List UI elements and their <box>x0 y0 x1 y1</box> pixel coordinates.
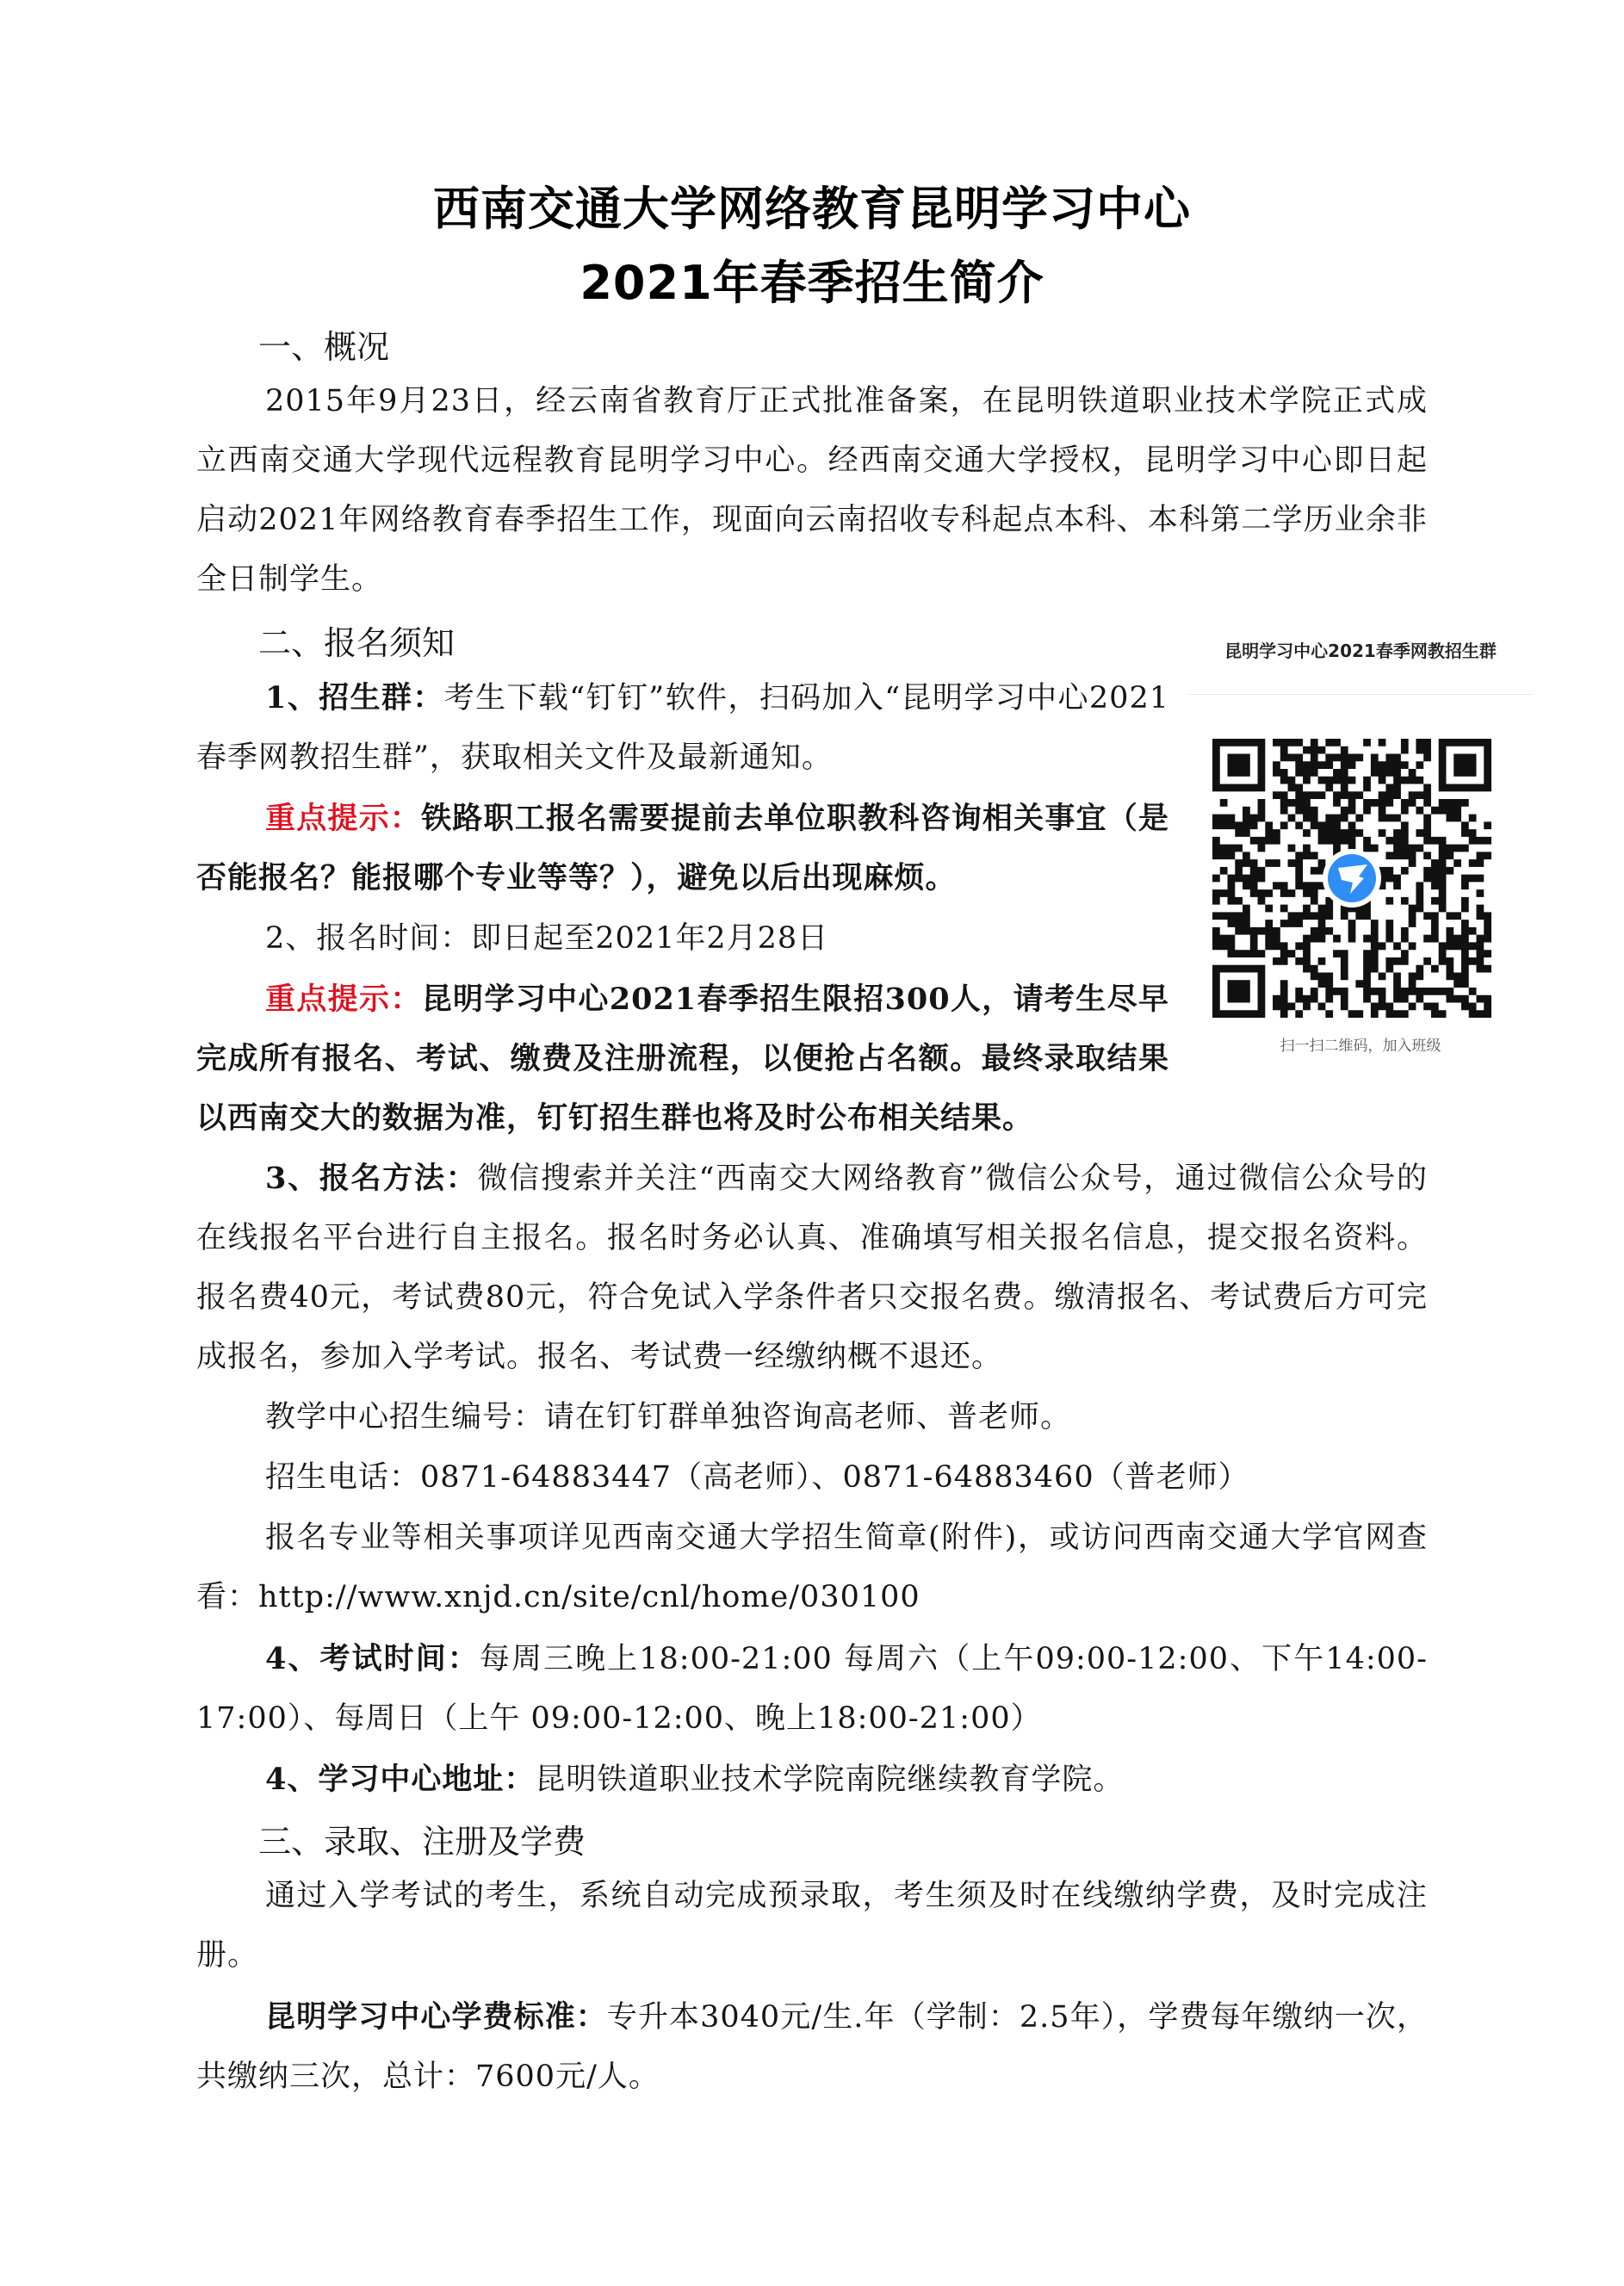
notice-text: 铁路职工报名需要提前去单位职教科咨询相关事宜（是否能报名？能报哪个专业等等？），避免以后出现麻烦。 <box>196 801 1169 895</box>
overview-paragraph: 2015年9月23日，经云南省教育厅正式批准备案，在昆明铁道职业技术学院正式成立西南交通大学现代远程教育昆明学习中心。经西南交通大学授权，昆明学习中心即日起启动2021年网络教育春季招生工作，现面向云南招收专科起点本科、本科第二学历业余非全日制学生。 <box>196 384 1428 597</box>
qr-finder-pattern <box>1439 739 1491 791</box>
tuition-text: 专升本3040元/生.年（学制：2.5年），学费每年缴纳一次，共缴纳三次，总计：7600元/人。 <box>196 2000 1428 2094</box>
item-label: 1、招生群： <box>265 680 444 716</box>
qr-hint: 扫一扫二维码，加入班级 <box>1280 1038 1441 1055</box>
item-label: 4、考试时间： <box>265 1641 480 1676</box>
section-heading-admission: 三、录取、注册及学费 <box>258 1823 586 1861</box>
item-text: 考生下载“钉钉”软件，扫码加入“昆明学习中心2021春季网教招生群”，获取相关文件及最新通知。 <box>196 681 1169 775</box>
tuition-paragraph <box>196 1987 1428 2107</box>
dingtalk-icon <box>1323 849 1381 908</box>
tuition-label: 昆明学习中心学费标准： <box>265 1999 607 2035</box>
qr-caption: 昆明学习中心2021春季网教招生群 <box>1224 641 1497 661</box>
document-title: 西南交通大学网络教育昆明学习中心 <box>433 182 1191 236</box>
item-label: 3、报名方法： <box>265 1161 478 1196</box>
item-exam-time <box>196 1629 1428 1749</box>
item-text: 昆明铁道职业技术学院南院继续教育学院。 <box>535 1763 1125 1797</box>
item-text: 微信搜索并关注“西南交大网络教育”微信公众号，通过微信公众号的在线报名平台进行自主报名。报名时务必认真、准确填写相关报名信息，提交报名资料。报名费40元，考试费80元，符合免试入学条件者只交报名费。缴清报名、考试费后方可完成报名，参加入学考试。报名、考试费一经缴纳概不退还。 <box>196 1162 1428 1374</box>
item-enrollment-group <box>196 668 1169 788</box>
item-registration-method <box>196 1149 1428 1387</box>
item-label: 2、报名时间： <box>265 921 472 956</box>
notice-quota <box>196 970 1169 1148</box>
item-text: 即日起至2021年2月28日 <box>471 921 829 956</box>
section-heading-registration: 二、报名须知 <box>258 624 456 662</box>
item-center-address <box>196 1750 1428 1810</box>
notice-label: 重点提示： <box>265 801 422 836</box>
document-subtitle: 2021年春季招生简介 <box>580 256 1044 310</box>
section-heading-overview: 一、概况 <box>258 328 390 366</box>
qr-divider <box>1188 694 1533 695</box>
qr-code-image <box>1212 739 1491 1018</box>
item-registration-time <box>196 909 1169 969</box>
qr-finder-pattern <box>1212 739 1265 791</box>
item-text: 每周三晚上18:00-21:00 每周六（上午09:00-12:00、下午14:00-17:00）、每周日（上午 09:00-12:00、晚上18:00-21:00） <box>196 1642 1428 1736</box>
item-label: 4、学习中心地址： <box>265 1762 536 1797</box>
center-code-line: 教学中心招生编号：请在钉钉群单独咨询高老师、普老师。 <box>265 1400 1072 1434</box>
qr-finder-pattern <box>1212 965 1265 1018</box>
majors-paragraph: 报名专业等相关事项详见西南交通大学招生简章(附件)，或访问西南交通大学官网查看：http://www.xnjd.cn/site/cnl/home/030100 <box>196 1521 1428 1614</box>
notice-railway-staff <box>196 789 1169 908</box>
phone-line: 招生电话：0871-64883447（高老师）、0871-64883460（普老师） <box>265 1460 1249 1495</box>
notice-label: 重点提示： <box>265 982 422 1017</box>
qr-code[interactable] <box>1212 739 1491 1018</box>
notice-text: 昆明学习中心2021春季招生限招300人，请考生尽早完成所有报名、考试、缴费及注册流程，以便抢占名额。最终录取结果以西南交大的数据为准，钉钉招生群也将及时公布相关结果。 <box>196 982 1169 1136</box>
admission-paragraph: 通过入学考试的考生，系统自动完成预录取，考生须及时在线缴纳学费，及时完成注册。 <box>196 1879 1428 1973</box>
